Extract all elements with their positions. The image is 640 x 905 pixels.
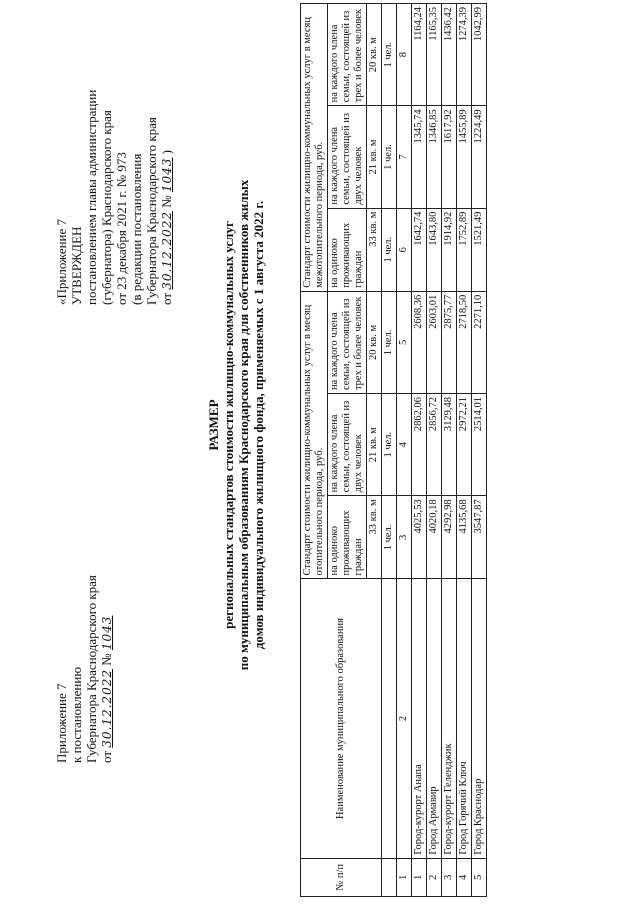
value-cell: 1345,74 <box>412 106 427 208</box>
persons-cell: 1 чел. <box>382 394 397 496</box>
value-cell: 1914,92 <box>442 208 457 291</box>
value-cell: 2856,72 <box>427 394 442 496</box>
row-number: 3 <box>442 858 457 896</box>
value-cell: 2608,36 <box>412 291 427 393</box>
value-cell: 2862,06 <box>412 394 427 496</box>
original-date-line: от 23 декабря 2021 г. № 973 <box>114 152 129 305</box>
column-index: 3 <box>397 496 412 579</box>
value-cell: 3129,48 <box>442 394 457 496</box>
handwritten-date: 30.12.2022 <box>100 669 114 748</box>
row-number: 4 <box>457 858 472 896</box>
row-number: 1 <box>412 858 427 896</box>
column-index: 7 <box>397 106 412 208</box>
municipality-name: Город-курорт Анапа <box>412 579 427 858</box>
value-cell: 2514,01 <box>472 394 487 496</box>
value-cell: 1164,24 <box>412 4 427 106</box>
value-cell: 2718,50 <box>457 291 472 393</box>
column-index: 1 <box>397 858 412 896</box>
persons-cell: 1 чел. <box>382 4 397 106</box>
approved-by-line-2: (губернатора) Краснодарского края <box>99 110 114 305</box>
area-cell: 21 кв. м <box>367 106 382 208</box>
table-row <box>442 4 457 897</box>
number-label: № <box>159 195 174 208</box>
column-index: 5 <box>397 291 412 393</box>
value-cell: 1042,99 <box>472 4 487 106</box>
municipality-name: Город Армавир <box>427 579 442 858</box>
header-row-persons <box>382 4 397 897</box>
value-cell: 1642,74 <box>412 208 427 291</box>
title-main: РАЗМЕР <box>206 399 221 451</box>
value-cell: 2271,10 <box>472 291 487 393</box>
value-cell: 1752,89 <box>457 208 472 291</box>
header-heating-period: Стандарт стоимости жилищно-коммунальных услуг в месяц отопительного периода, руб. <box>301 291 328 579</box>
appendix-header-left <box>54 433 115 763</box>
table-row <box>472 4 487 897</box>
governor-ref: Губернатора Краснодарского края <box>84 575 99 763</box>
approved-label: УТВЕРЖДЕН <box>69 226 84 305</box>
value-cell: 4292,98 <box>442 496 457 579</box>
title-line-3: по муниципальным образованиям Краснодарского края для собственников жилых <box>236 179 251 671</box>
value-cell: 1521,49 <box>472 208 487 291</box>
closing-paren: ) <box>159 149 174 155</box>
municipality-name: Город Краснодар <box>472 579 487 858</box>
revision-line: (в редакции постановления <box>129 153 144 305</box>
value-cell: 4020,18 <box>427 496 442 579</box>
handwritten-number: 1043 <box>160 157 174 193</box>
header-three: на каждого члена семьи, состоящей из трех и более человек <box>328 291 367 393</box>
column-index: 2 <box>397 579 412 858</box>
value-cell: 1165,35 <box>427 4 442 106</box>
revision-date-line <box>159 5 175 305</box>
empty-cell <box>382 858 397 896</box>
title-line-4: домов индивидуального жилищного фонда, применяемых с 1 августа 2022 г. <box>251 200 266 650</box>
header-single: на одиноко проживающих граждан <box>328 496 367 579</box>
column-index: 6 <box>397 208 412 291</box>
value-cell: 1617,92 <box>442 106 457 208</box>
row-number: 2 <box>427 858 442 896</box>
header-nonheating-period: Стандарт стоимости жилищно-коммунальных услуг в месяц межотопительного периода, руб. <box>301 4 328 292</box>
area-cell: 20 кв. м <box>367 4 382 106</box>
value-cell: 1274,39 <box>457 4 472 106</box>
value-cell: 4135,68 <box>457 496 472 579</box>
value-cell: 1643,80 <box>427 208 442 291</box>
header-number: № п/п <box>301 858 382 896</box>
persons-cell: 1 чел. <box>382 208 397 291</box>
value-cell: 2972,21 <box>457 394 472 496</box>
revision-governor-line: Губернатора Краснодарского края <box>144 117 159 305</box>
date-number-line <box>99 433 115 763</box>
appendix-label: Приложение 7 <box>54 683 69 763</box>
appendix-header-right <box>54 5 175 305</box>
value-cell: 1224,49 <box>472 106 487 208</box>
value-cell: 1455,89 <box>457 106 472 208</box>
header-single: на одиноко проживающих граждан <box>328 208 367 291</box>
persons-cell: 1 чел. <box>382 291 397 393</box>
approved-by-line: постановлением главы администрации <box>84 89 99 305</box>
area-cell: 21 кв. м <box>367 394 382 496</box>
table-row <box>457 4 472 897</box>
persons-cell: 1 чел. <box>382 106 397 208</box>
header-row-1 <box>301 4 328 897</box>
column-index: 4 <box>397 394 412 496</box>
value-cell: 4025,53 <box>412 496 427 579</box>
appendix-label-quoted: «Приложение 7 <box>54 218 69 305</box>
value-cell: 1436,42 <box>442 4 457 106</box>
date-prefix: от <box>99 750 114 763</box>
column-index-row <box>397 4 412 897</box>
value-cell: 3547,87 <box>472 496 487 579</box>
area-cell: 33 кв. м <box>367 496 382 579</box>
header-municipality: Наименование муниципального образования <box>301 579 382 858</box>
number-label: № <box>99 653 114 666</box>
header-two: на каждого члена семьи, состоящей из двух человек <box>328 106 367 208</box>
table-row <box>412 4 427 897</box>
value-cell: 2875,77 <box>442 291 457 393</box>
resolution-ref: к постановлению <box>69 666 84 763</box>
column-index: 8 <box>397 4 412 106</box>
municipality-name: Город Горячий Ключ <box>457 579 472 858</box>
row-number: 5 <box>472 858 487 896</box>
table-row <box>427 4 442 897</box>
persons-cell: 1 чел. <box>382 496 397 579</box>
area-cell: 33 кв. м <box>367 208 382 291</box>
value-cell: 1346,85 <box>427 106 442 208</box>
area-cell: 20 кв. м <box>367 291 382 393</box>
municipality-name: Город-курорт Геленджик <box>442 579 457 858</box>
handwritten-number: 1043 <box>100 615 114 651</box>
header-two: на каждого члена семьи, состоящей из двух человек <box>328 394 367 496</box>
empty-cell <box>382 579 397 858</box>
handwritten-date: 30.12.2022 <box>160 211 174 290</box>
title-line-2: региональных стандартов стоимости жилищно-коммунальных услуг <box>221 221 236 629</box>
header-three: на каждого члена семьи, состоящей из трех и более человек <box>328 4 367 106</box>
value-cell: 2603,01 <box>427 291 442 393</box>
document-title <box>206 105 266 745</box>
date-prefix: от <box>159 292 174 305</box>
standards-table <box>300 3 487 897</box>
